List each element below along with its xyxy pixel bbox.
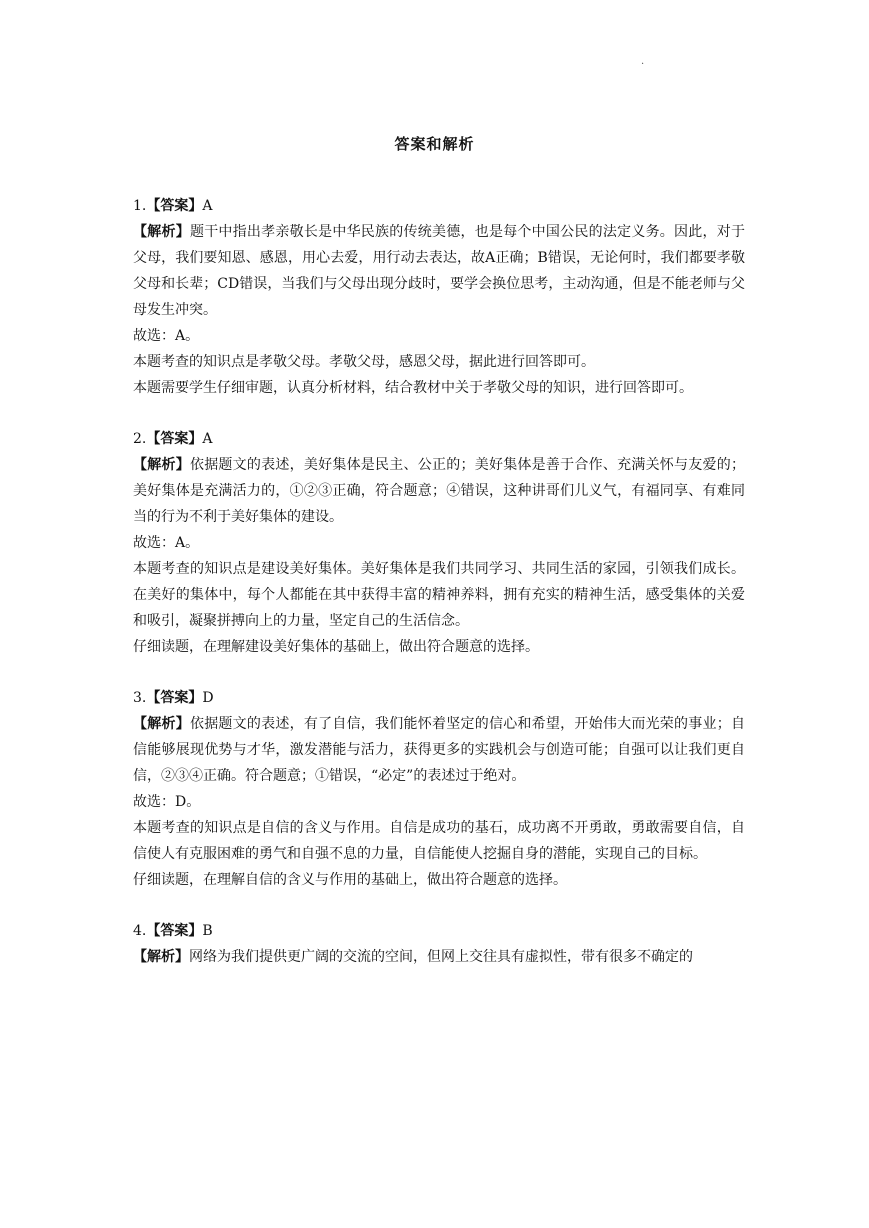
question-number: 1. bbox=[133, 198, 147, 214]
tip-paragraph: 仔细读题，在理解自信的含义与作用的基础上，做出符合题意的选择。 bbox=[133, 872, 567, 888]
analysis-tag: 【解析】 bbox=[133, 716, 190, 732]
tip-paragraph: 本题需要学生仔细审题，认真分析材料，结合教材中关于孝敬父母的知识，进行回答即可。 bbox=[133, 380, 693, 396]
answer-line bbox=[133, 918, 745, 944]
analysis-paragraph bbox=[133, 944, 745, 970]
analysis-text: 依据题文的表述，有了自信，我们能怀着坚定的信心和希望，开始伟大而光荣的事业；自信能够展现优势与才华，激发潜能与活力，获得更多的实践机会与创造可能；自强可以让我们更自信，②③④正确。符合题意；①错误，“必定”的表述过于绝对。 bbox=[133, 716, 745, 784]
header-dot: . bbox=[641, 56, 645, 67]
answer-value: A bbox=[202, 198, 213, 214]
page-title: 答案和解析 bbox=[394, 135, 475, 153]
analysis-paragraph bbox=[133, 452, 745, 530]
analysis-text: 题干中指出孝亲敬长是中华民族的传统美德，也是每个中国公民的法定义务。因此，对于父母，我们要知恩、感恩，用心去爱，用行动去表达，故A正确；B错误，无论何时，我们都要孝敬父母和长辈；CD错误，当我们与父母出现分歧时，要学会换位思考，主动沟通，但是不能老师与父母发生冲突。 bbox=[133, 224, 745, 318]
knowledge-paragraph: 本题考查的知识点是建设美好集体。美好集体是我们共同学习、共同生活的家园，引领我们成长。在美好的集体中，每个人都能在其中获得丰富的精神养料，拥有充实的精神生活，感受集体的关爱和吸引，凝聚拼搏向上的力量，坚定自己的生活信念。 bbox=[133, 561, 745, 629]
answer-value: B bbox=[202, 923, 213, 939]
analysis-tag: 【解析】 bbox=[133, 457, 190, 473]
choice-line: 故选：A。 bbox=[133, 328, 200, 344]
analysis-paragraph bbox=[133, 219, 745, 323]
answer-tag: 【答案】 bbox=[146, 690, 203, 706]
answer-tag: 【答案】 bbox=[146, 923, 203, 939]
knowledge-paragraph: 本题考查的知识点是自信的含义与作用。自信是成功的基石，成功离不开勇敢，勇敢需要自信，自信使人有克服困难的勇气和自强不息的力量，自信能使人挖掘自身的潜能，实现自己的目标。 bbox=[133, 820, 745, 862]
question-number: 2. bbox=[133, 431, 147, 447]
choice-line: 故选：A。 bbox=[133, 535, 200, 551]
answer-list bbox=[133, 193, 745, 995]
analysis-tag: 【解析】 bbox=[133, 224, 190, 240]
analysis-text: 依据题文的表述，美好集体是民主、公正的；美好集体是善于合作、充满关怀与友爱的；美好集体是充满活力的，①②③正确，符合题意；④错误，这种讲哥们儿义气，有福同享、有难同当的行为不利于美好集体的建设。 bbox=[133, 457, 745, 525]
answer-item-3 bbox=[133, 685, 745, 893]
question-number: 4. bbox=[133, 923, 147, 939]
analysis-paragraph bbox=[133, 711, 745, 789]
answer-line bbox=[133, 426, 745, 452]
answer-item-4 bbox=[133, 918, 745, 970]
answer-item-1 bbox=[133, 193, 745, 401]
question-number: 3. bbox=[133, 690, 147, 706]
analysis-tag: 【解析】 bbox=[133, 949, 189, 965]
answer-item-2 bbox=[133, 426, 745, 660]
knowledge-paragraph: 本题考查的知识点是孝敬父母。孝敬父母，感恩父母，据此进行回答即可。 bbox=[133, 354, 595, 370]
answer-value: D bbox=[202, 690, 214, 706]
choice-line: 故选：D。 bbox=[133, 794, 201, 810]
answer-line bbox=[133, 685, 745, 711]
answer-line bbox=[133, 193, 745, 219]
tip-paragraph: 仔细读题，在理解建设美好集体的基础上，做出符合题意的选择。 bbox=[133, 639, 539, 655]
analysis-text: 网络为我们提供更广阔的交流的空间，但网上交往具有虚拟性，带有很多不确定的 bbox=[189, 949, 693, 965]
answer-tag: 【答案】 bbox=[146, 198, 203, 214]
answer-value: A bbox=[202, 431, 213, 447]
answer-tag: 【答案】 bbox=[146, 431, 203, 447]
